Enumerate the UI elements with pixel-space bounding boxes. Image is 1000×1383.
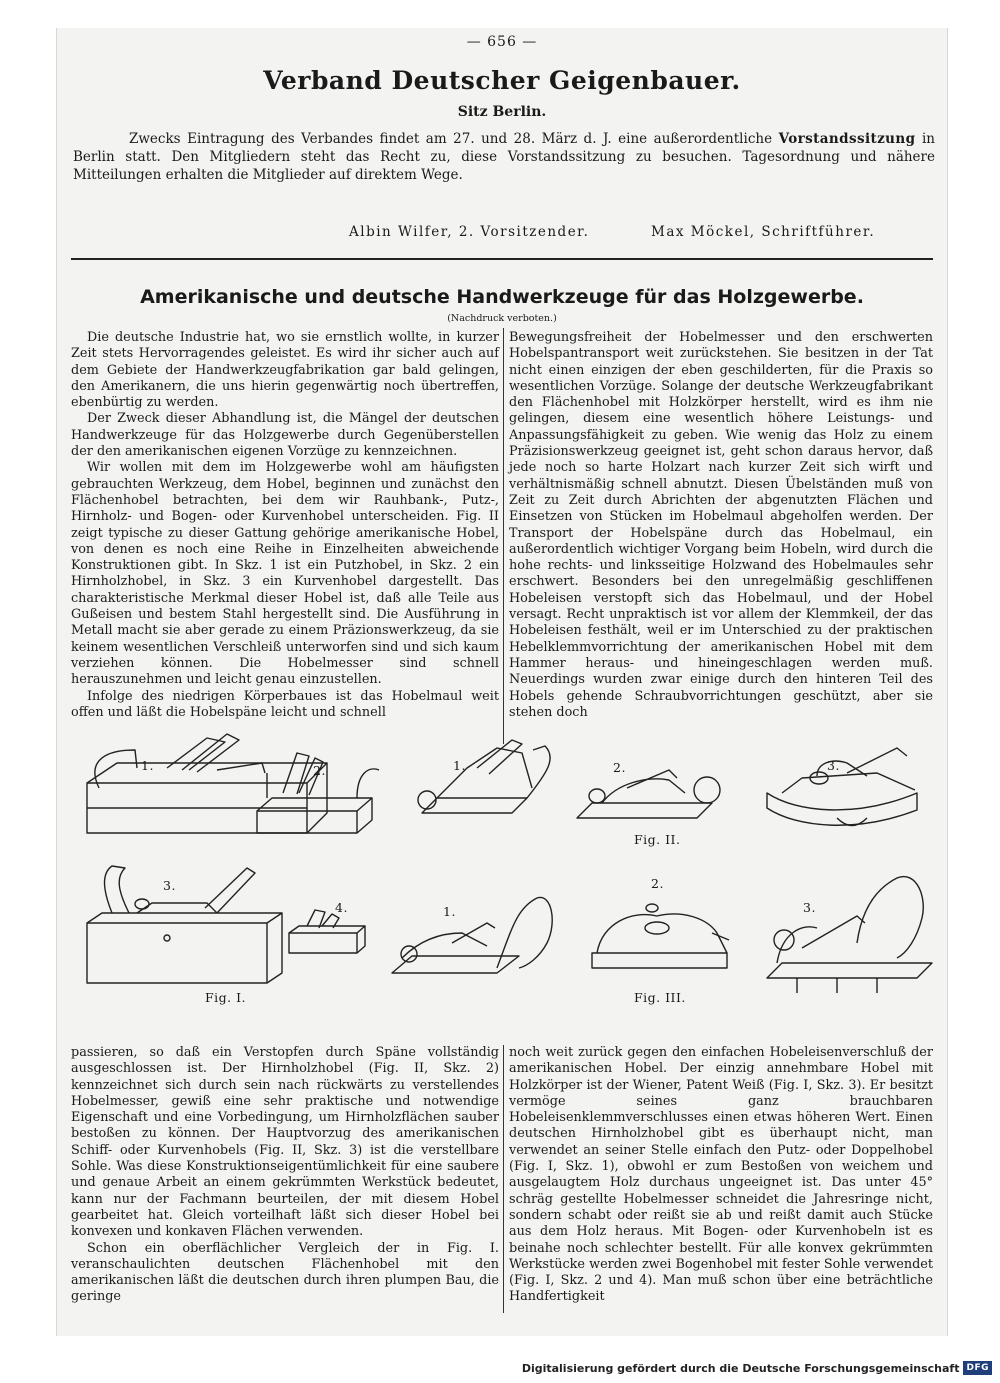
fig2-sketch2-plane-drawing [577, 770, 720, 818]
fig3-caption: Fig. III. [634, 990, 686, 1005]
fig1-sketch3-plane-drawing [87, 866, 282, 983]
fig1-sketch-2-number: 2. [313, 763, 326, 778]
fig3-sketch-1-number: 1. [443, 904, 456, 919]
column-divider [503, 1045, 504, 1313]
fig2-sketch-1-number: 1. [453, 758, 466, 773]
fig1-sketch-3-number: 3. [163, 878, 176, 893]
signature-vice-chair: Albin Wilfer, 2. Vorsitzender. [349, 224, 590, 240]
paragraph: Schon ein oberflächlicher Vergleich der in Fig. I. veranschaulichten deutschen Flächenhobel mit den amerikanischen läßt die deutschen durch ihren plumpen Bau, die geringe [71, 1240, 499, 1305]
fig1-sketch-1-number: 1. [141, 758, 154, 773]
fig1-sketch-4-number: 4. [335, 900, 348, 915]
paragraph: Der Zweck dieser Abhandlung ist, die Mängel der deutschen Handwerkzeuge für das Holzgewerbe durch Gegenüberstellen der den amerikanischen eigenen Vorzüge zu kennzeichnen. [71, 411, 499, 460]
fig1-sketch1-plane-drawing [87, 734, 327, 833]
digitization-footer [522, 1361, 992, 1375]
article-column-3 [71, 1045, 499, 1306]
paragraph: noch weit zurück gegen den einfachen Hobeleisenverschluß der amerikanischen Hobel. Der einzig annehmbare Hobel mit Holzkörper ist der Wiener, Patent Weiß (Fig. I, Skz. 3). Er besitzt vermöge seines ganz brauchbaren Hobeleisenklemmverschlusses einen etwas höheren Wert. Einen deutschen Hirnholzhobel gibt es überhaupt nicht, man verwendet an seiner Stelle einfach den Putz- oder Doppelhobel (Fig. I, Skz. 1), obwohl er zum Bestoßen von weichem und ausgelaugtem Holz durchaus ungeeignet ist. Das unter 45° schräg gestellte Hobelmesser schneidet die Jahresringe nicht, sondern schabt oder reißt sie ab und reißt damit auch Stücke aus dem Holz heraus. Mit Bogen- oder Kurvenhobeln ist es beinahe noch schlechter bestellt. Für alle konvex gekrümmten Werkstücke werden zwei Bogenhobel mit fester Sohle verwendet (Fig. I, Skz. 2 und 4). Man muß schon über eine beträchtliche Handfertigkeit [509, 1045, 933, 1305]
association-title: Verband Deutscher Geigenbauer. [263, 66, 741, 95]
page-number: — 656 — [466, 34, 538, 50]
article-title: Amerikanische und deutsche Handwerkzeuge für das Holzgewerbe. [140, 286, 864, 308]
fig3-sketch3-plane-drawing [767, 877, 932, 993]
paragraph: Infolge des niedrigen Körperbaues ist das Hobelmaul weit offen und läßt die Hobelspäne leicht und schnell [71, 688, 499, 720]
footer-text: Digitalisierung gefördert durch die Deutsche Forschungsgemeinschaft [521, 1361, 960, 1375]
fig2-sketch-3-number: 3. [827, 758, 840, 773]
paragraph: Bewegungsfreiheit der Hobelmesser und den erschwerten Hobelspantransport weit zurückstehen. Sie besitzen in der Tat nicht einen einzigen der eben geschilderten, für die Praxis so wesentlichen Vorzüge. Solange der deutsche Werkzeugfabrikant den Flächenhobel mit Holzkörper herstellt, wird es ihm nie gelingen, diesem eine wesentlich höhere Leistungs- und Anpassungsfähigkeit zu geben. Wie wenig das Holz zu einem Präzisionswerkzeug geeignet ist, geht schon daraus hervor, daß jede noch so harte Holzart nach kurzer Zeit sich wirft und verhältnismäßig schnell abnutzt. Diesen Übelständen muß von Zeit zu Zeit durch Abrichten der abgenutzten Flächen und Einsetzen von Stücken im Hobelmaul abgeholfen werden. Der Transport der Hobelspäne durch das Hobelmaul, ein außerordentlich wichtiger Vorgang beim Hobeln, wird durch die hohe rechts- und linksseitige Holzwand des Hobelmaules sehr erschwert. Besonders bei den unregelmäßig geschliffenen Hobeleisen verstopft sich das Hobelmaul, und der Hobel versagt. Recht unpraktisch ist vor allem der Klemmkeil, der das Hobeleisen festhält, weil er im Unterschied zu der praktischen Hebelklemmvorrichtung der amerikanischen Hobel mit dem Hammer heraus- und hineingeschlagen werden muß. Neuerdings wurden zwar einige durch den hinteren Teil des Hobels gehende Schraubvorrichtungen geschützt, aber sie stehen doch [509, 330, 933, 720]
fig3-sketch1-plane-drawing [392, 897, 552, 973]
dfg-logo: DFG [963, 1361, 992, 1375]
fig2-sketch-2-number: 2. [613, 760, 626, 775]
paragraph: Die deutsche Industrie hat, wo sie ernstlich wollte, in kurzer Zeit stets Hervorragendes geleistet. Es wird ihr sicher auch auf dem Gebiete der Handwerkzeugfabrikation gar bald gelingen, den Amerikanern, die uns hierin gegenwärtig noch übertreffen, ebenbürtig zu werden. [71, 330, 499, 411]
fig3-sketch-2-number: 2. [651, 876, 664, 891]
fig2-caption: Fig. II. [634, 832, 681, 847]
article-column-4 [509, 1045, 933, 1306]
fig1-sketch4-plane-drawing [289, 910, 365, 953]
fig2-sketch3-plane-drawing [767, 748, 917, 826]
fig1-caption: Fig. I. [205, 990, 247, 1005]
paragraph: Wir wollen mit dem im Holzgewerbe wohl am häufigsten gebrauchten Werkzeug, dem Hobel, beginnen und zunächst den Flächenhobel betrachten, bei dem wir Rauhbank-, Putz-, Hirnholz- und Bogen- oder Kurvenhobel unterscheiden. Fig. II zeigt typische zu dieser Gattung gehörige amerikanische Hobel, von denen es noch eine Reihe in Einzelheiten abweichende Konstruktionen gibt. In Skz. 1 ist ein Putzhobel, in Skz. 2 ein Hirnholzhobel, in Skz. 3 ein Kurvenhobel dargestellt. Das charakteristische Merkmal dieser Hobel ist, daß alle Teile aus Gußeisen und bestem Stahl hergestellt sind. Die Ausführung in Metall macht sie aber gerade zu einem Präzionswerkzeug, da sie keinem wesentlichen Verschleiß unterworfen sind und sich kaum verziehen können. Die Hobelmesser sind schnell herauszunehmen und leicht genau einzustellen. [71, 460, 499, 688]
signature-secretary: Max Möckel, Schriftführer. [651, 224, 876, 240]
article-reprint-note: (Nachdruck verboten.) [447, 313, 557, 324]
paragraph: passieren, so daß ein Verstopfen durch Späne vollständig ausgeschlossen ist. Der Hirnholzhobel (Fig. II, Skz. 2) kennzeichnet sich durch sein nach rückwärts zu verstellendes Hobelmesser, gewiß eine sehr praktische und notwendige Eigenschaft und eine Vorbedingung, um Hirnholzflächen sauber bestoßen zu können. Der Hauptvorzug des amerikanischen Schiff- oder Kurvenhobels (Fig. II, Skz. 3) ist die verstellbare Sohle. Was diese Konstruktionseigentümlichkeit für eine saubere und genaue Arbeit an einem gekrümmten Werkstück bedeutet, kann nur der Fachmann beurteilen, der mit diesem Hobel gearbeitet hat. Gleich vorteilhaft läßt sich dieser Hobel bei konvexen und konkaven Flächen verwenden. [71, 1045, 499, 1240]
association-subtitle: Sitz Berlin. [457, 104, 547, 120]
announcement-text-after: in Berlin statt. Den Mitgliedern steht das Recht zu, diese Vorstandssitzung zu besuchen. Tagesordnung und nähere Mitteilungen erhalten die Mitglieder auf direktem Wege. [73, 131, 935, 183]
announcement-bold: Vorstandssitzung [778, 131, 916, 147]
fig3-sketch-3-number: 3. [803, 900, 816, 915]
fig3-sketch2-plane-drawing [592, 904, 729, 968]
page [56, 28, 948, 1336]
announcement-text-before: Zwecks Eintragung des Verbandes findet am 27. und 28. März d. J. eine außerordentliche [129, 131, 779, 147]
fig2-sketch1-plane-drawing [418, 740, 550, 813]
